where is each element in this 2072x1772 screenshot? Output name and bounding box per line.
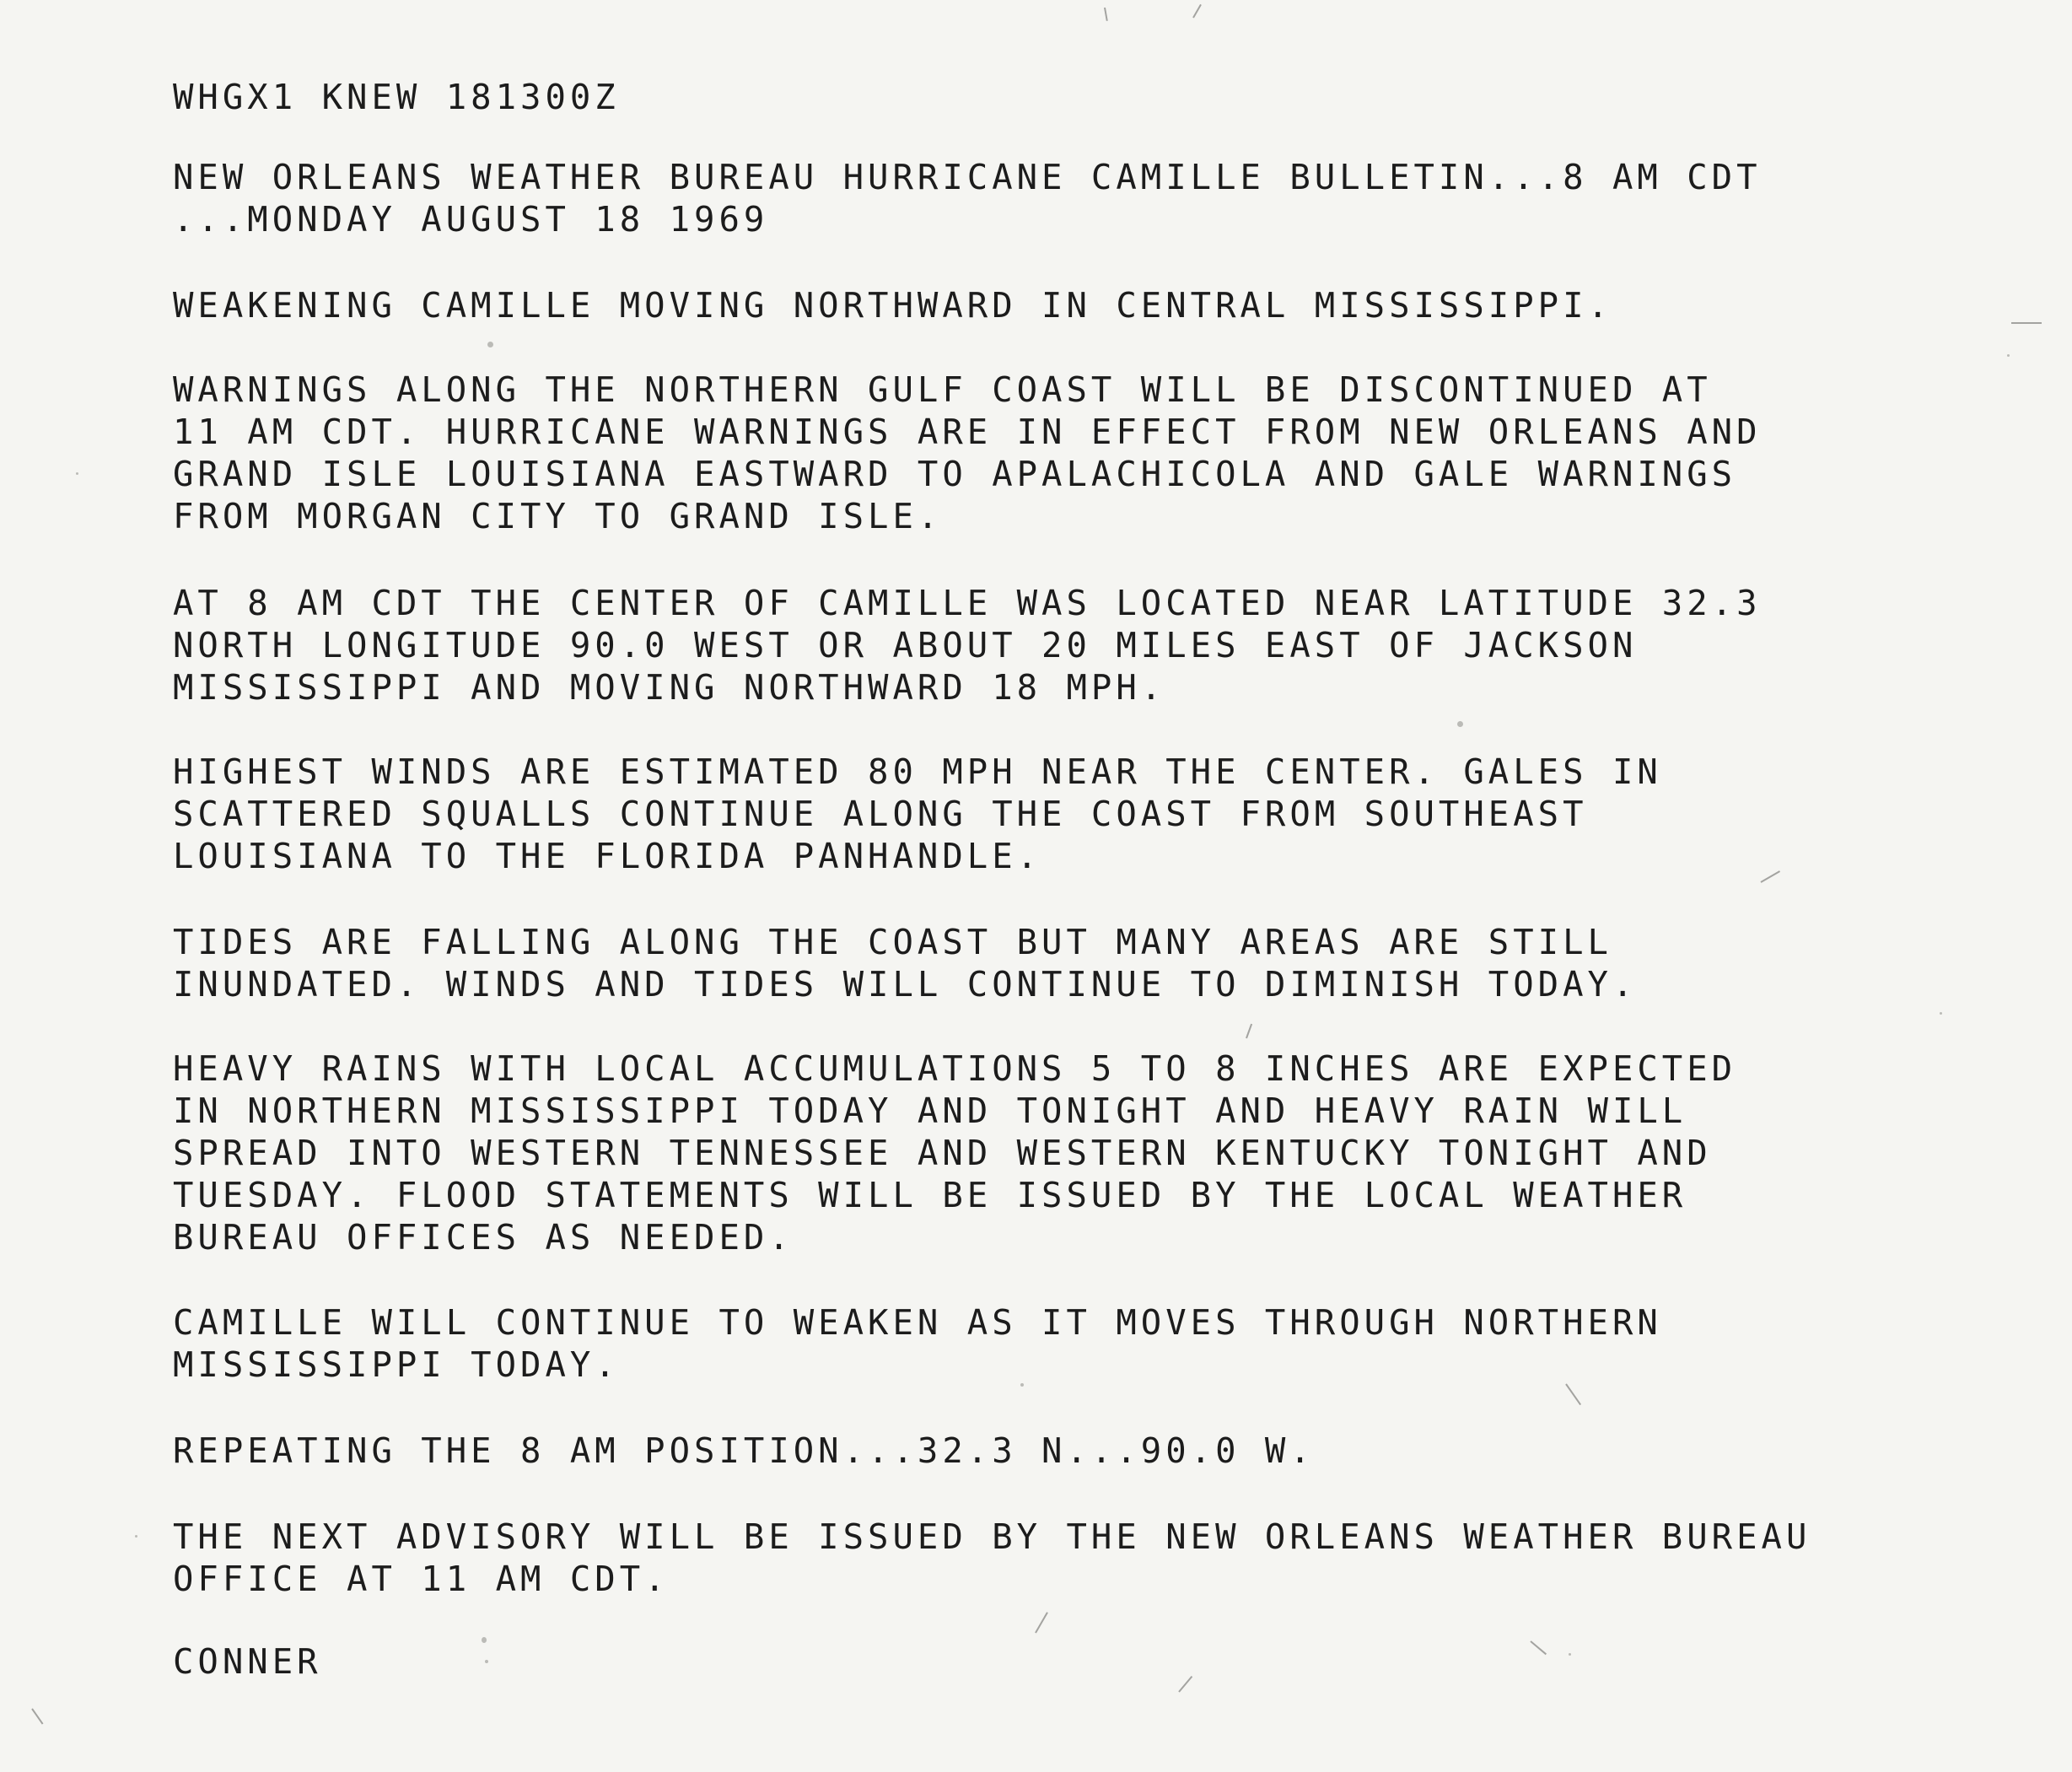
scan-scratch bbox=[1246, 1024, 1252, 1039]
scan-scratch bbox=[1192, 4, 1202, 19]
paragraph-line: OFFICE AT 11 AM CDT. bbox=[173, 1559, 670, 1599]
paragraph-line: HEAVY RAINS WITH LOCAL ACCUMULATIONS 5 TO 8 INCHES ARE EXPECTED bbox=[173, 1048, 1737, 1089]
scan-speck bbox=[135, 1535, 137, 1538]
bulletin-title-line: NEW ORLEANS WEATHER BUREAU HURRICANE CAMILLE BULLETIN...8 AM CDT bbox=[173, 157, 1762, 197]
signature: CONNER bbox=[173, 1641, 322, 1682]
scan-speck bbox=[487, 342, 493, 347]
paragraph-line: HIGHEST WINDS ARE ESTIMATED 80 MPH NEAR THE CENTER. GALES IN bbox=[173, 751, 1662, 792]
scan-speck bbox=[1569, 1653, 1571, 1656]
scan-scratch bbox=[1761, 870, 1781, 883]
paragraph-line: THE NEXT ADVISORY WILL BE ISSUED BY THE NEW ORLEANS WEATHER BUREAU bbox=[173, 1516, 1811, 1557]
scan-speck bbox=[2007, 354, 2010, 357]
paragraph-line: SPREAD INTO WESTERN TENNESSEE AND WESTERN KENTUCKY TONIGHT AND bbox=[173, 1133, 1712, 1173]
scan-scratch bbox=[1035, 1612, 1048, 1633]
scan-scratch bbox=[1565, 1383, 1581, 1405]
paragraph-line: 11 AM CDT. HURRICANE WARNINGS ARE IN EFFECT FROM NEW ORLEANS AND bbox=[173, 412, 1762, 452]
paragraph-line: REPEATING THE 8 AM POSITION...32.3 N...90.0 W. bbox=[173, 1430, 1315, 1471]
scan-speck bbox=[76, 472, 78, 475]
bulletin-title-line: ...MONDAY AUGUST 18 1969 bbox=[173, 199, 769, 240]
scan-speck bbox=[1457, 721, 1463, 727]
scan-speck bbox=[482, 1637, 487, 1643]
paragraph-line: MISSISSIPPI TODAY. bbox=[173, 1344, 620, 1385]
scan-scratch bbox=[2011, 322, 2042, 324]
paragraph-line: AT 8 AM CDT THE CENTER OF CAMILLE WAS LOCATED NEAR LATITUDE 32.3 bbox=[173, 583, 1762, 623]
header-code: WHGX1 KNEW 181300Z bbox=[173, 77, 620, 117]
scan-speck bbox=[1020, 1383, 1024, 1387]
paragraph-line: GRAND ISLE LOUISIANA EASTWARD TO APALACHICOLA AND GALE WARNINGS bbox=[173, 454, 1737, 494]
paragraph-line: MISSISSIPPI AND MOVING NORTHWARD 18 MPH. bbox=[173, 667, 1166, 708]
paragraph-line: WARNINGS ALONG THE NORTHERN GULF COAST WILL BE DISCONTINUED AT bbox=[173, 369, 1712, 410]
paragraph-line: FROM MORGAN CITY TO GRAND ISLE. bbox=[173, 496, 943, 536]
paragraph-line: TUESDAY. FLOOD STATEMENTS WILL BE ISSUED BY THE LOCAL WEATHER bbox=[173, 1175, 1687, 1215]
paragraph-line: LOUISIANA TO THE FLORIDA PANHANDLE. bbox=[173, 836, 1042, 876]
paragraph-line: NORTH LONGITUDE 90.0 WEST OR ABOUT 20 MILES EAST OF JACKSON bbox=[173, 625, 1638, 665]
scan-speck bbox=[485, 1660, 488, 1663]
headline: WEAKENING CAMILLE MOVING NORTHWARD IN CENTRAL MISSISSIPPI. bbox=[173, 285, 1612, 326]
scan-scratch bbox=[1104, 8, 1108, 21]
bulletin-text bbox=[173, 0, 1811, 1687]
scan-scratch bbox=[1178, 1676, 1192, 1693]
scan-speck bbox=[1940, 1012, 1942, 1015]
paragraph-line: BUREAU OFFICES AS NEEDED. bbox=[173, 1217, 794, 1258]
paragraph-line: TIDES ARE FALLING ALONG THE COAST BUT MANY AREAS ARE STILL bbox=[173, 922, 1612, 962]
paragraph-line: INUNDATED. WINDS AND TIDES WILL CONTINUE TO DIMINISH TODAY. bbox=[173, 964, 1638, 1004]
scan-scratch bbox=[31, 1708, 43, 1724]
paragraph-line: IN NORTHERN MISSISSIPPI TODAY AND TONIGHT AND HEAVY RAIN WILL bbox=[173, 1091, 1687, 1131]
paragraph-line: CAMILLE WILL CONTINUE TO WEAKEN AS IT MOVES THROUGH NORTHERN bbox=[173, 1302, 1662, 1343]
paragraph-line: SCATTERED SQUALLS CONTINUE ALONG THE COAST FROM SOUTHEAST bbox=[173, 794, 1588, 834]
scan-scratch bbox=[1530, 1640, 1547, 1655]
